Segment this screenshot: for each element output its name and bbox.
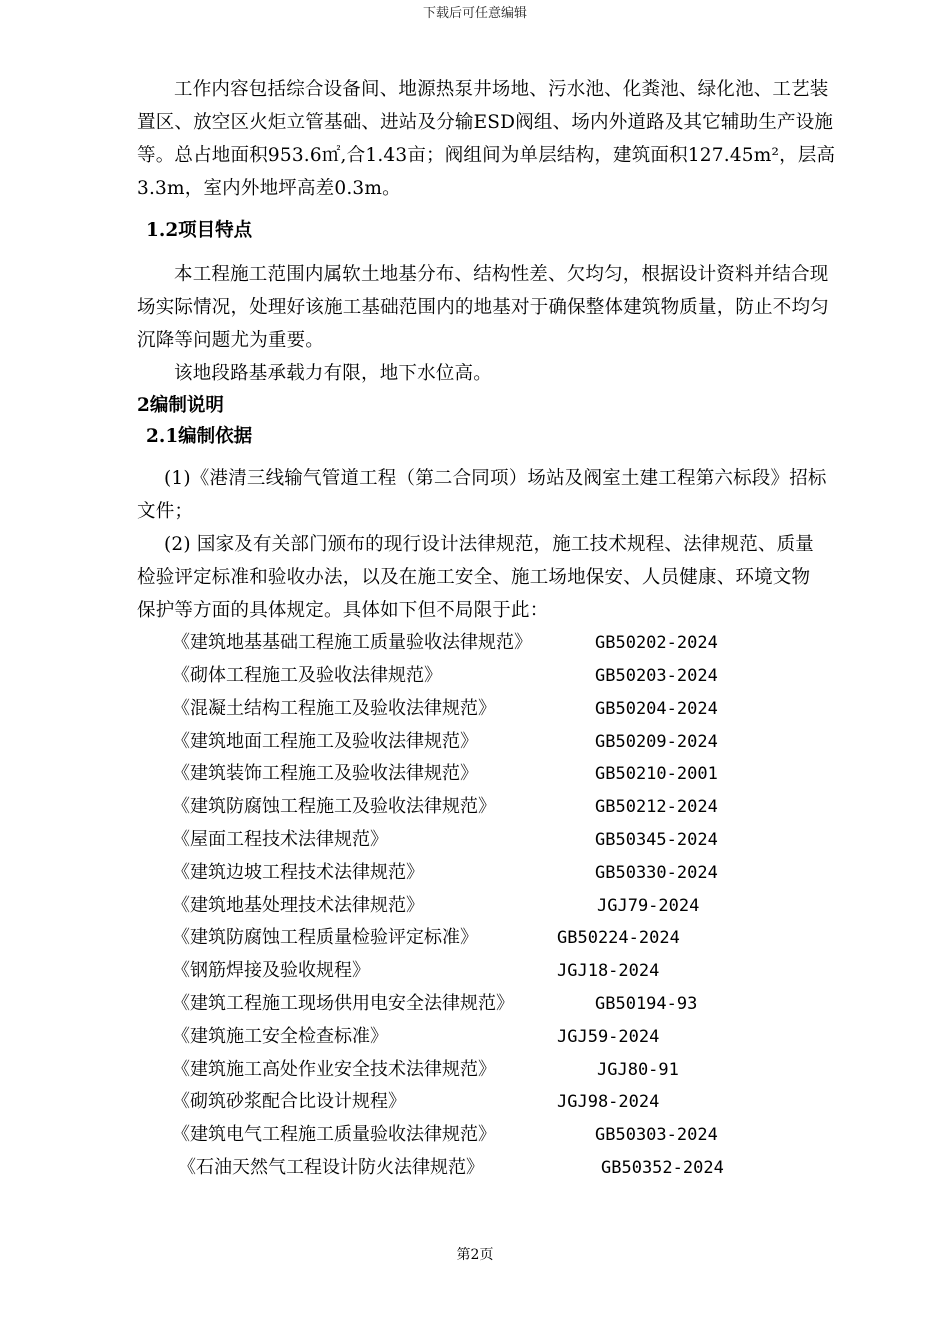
- standard-code: GB50224-2024: [557, 928, 680, 948]
- standard-code: GB50194-93: [595, 994, 698, 1014]
- features-line: 该地段路基承载力有限，地下水位高。: [174, 363, 492, 384]
- standard-code: JGJ79-2024: [597, 896, 700, 916]
- standard-title: 《砌体工程施工及验收法律规范》: [172, 665, 442, 686]
- features-line: 沉降等问题尤为重要。: [137, 330, 325, 351]
- intro-paragraph: [137, 73, 860, 205]
- basis-paragraph: [137, 462, 860, 627]
- standard-title: 《砌筑砂浆配合比设计规程》: [172, 1091, 406, 1112]
- standard-title: 《建筑边坡工程技术法律规范》: [172, 862, 424, 883]
- standard-title: 《建筑地面工程施工及验收法律规范》: [172, 731, 478, 752]
- standard-title: 《钢筋焊接及验收规程》: [172, 960, 370, 981]
- standard-code: GB50330-2024: [595, 863, 718, 883]
- standard-title: 《建筑地基基础工程施工质量验收法律规范》: [172, 632, 532, 653]
- standard-title: 《混凝土结构工程施工及验收法律规范》: [172, 698, 496, 719]
- basis-line: (1)《港清三线输气管道工程（第二合同项）场站及阀室土建工程第六标段》招标: [164, 468, 827, 489]
- standard-title: 《建筑防腐蚀工程质量检验评定标准》: [172, 927, 478, 948]
- standard-code: GB50202-2024: [595, 633, 718, 653]
- intro-line: 工作内容包括综合设备间、地源热泵井场地、污水池、化粪池、绿化池、工艺装: [174, 79, 829, 100]
- standard-title: 《建筑工程施工现场供用电安全法律规范》: [172, 993, 514, 1014]
- standard-code: GB50210-2001: [595, 764, 718, 784]
- intro-line: 置区、放空区火炬立管基础、进站及分输ESD阀组、场内外道路及其它辅助生产设施: [137, 112, 834, 133]
- section-heading-2-1: 2.1编制依据: [146, 426, 253, 447]
- standard-code: JGJ59-2024: [557, 1027, 660, 1047]
- standard-title: 《石油天然气工程设计防火法律规范》: [178, 1157, 484, 1178]
- basis-line: (2) 国家及有关部门颁布的现行设计法律规范，施工技术规程、法律规范、质量: [164, 534, 814, 555]
- standard-code: JGJ80-91: [597, 1060, 679, 1080]
- standard-code: GB50303-2024: [595, 1125, 718, 1145]
- standard-code: GB50352-2024: [601, 1158, 724, 1178]
- standard-title: 《建筑电气工程施工质量验收法律规范》: [172, 1124, 496, 1145]
- basis-line: 检验评定标准和验收办法，以及在施工安全、施工场地保安、人员健康、环境文物: [137, 567, 811, 588]
- standard-code: GB50204-2024: [595, 699, 718, 719]
- intro-line: 等。总占地面积953.6㎡,合1.43亩；阀组间为单层结构，建筑面积127.45m²，层高: [137, 145, 836, 166]
- page-number: 第2页: [456, 1247, 494, 1263]
- section-heading-1-2: 1.2项目特点: [146, 220, 253, 241]
- standard-code: JGJ98-2024: [557, 1092, 660, 1112]
- page-header: 下载后可任意编辑: [422, 6, 527, 21]
- standard-code: GB50345-2024: [595, 830, 718, 850]
- standard-title: 《建筑装饰工程施工及验收法律规范》: [172, 763, 478, 784]
- standard-code: GB50203-2024: [595, 666, 718, 686]
- standard-title: 《建筑施工高处作业安全技术法律规范》: [172, 1059, 496, 1080]
- features-paragraph: [137, 258, 860, 390]
- section-heading-2: 2编制说明: [137, 395, 224, 416]
- basis-line: 保护等方面的具体规定。具体如下但不局限于此：: [137, 600, 549, 621]
- standard-code: JGJ18-2024: [557, 961, 660, 981]
- standard-code: GB50209-2024: [595, 732, 718, 752]
- features-line: 场实际情况，处理好该施工基础范围内的地基对于确保整体建筑物质量，防止不均匀: [137, 297, 829, 318]
- standard-title: 《屋面工程技术法律规范》: [172, 829, 388, 850]
- standard-title: 《建筑地基处理技术法律规范》: [172, 895, 424, 916]
- intro-line: 3.3m，室内外地坪高差0.3m。: [137, 178, 401, 199]
- features-line: 本工程施工范围内属软土地基分布、结构性差、欠均匀，根据设计资料并结合现: [174, 264, 829, 285]
- standard-title: 《建筑施工安全检查标准》: [172, 1026, 388, 1047]
- basis-line: 文件；: [137, 501, 194, 522]
- standard-code: GB50212-2024: [595, 797, 718, 817]
- standard-title: 《建筑防腐蚀工程施工及验收法律规范》: [172, 796, 496, 817]
